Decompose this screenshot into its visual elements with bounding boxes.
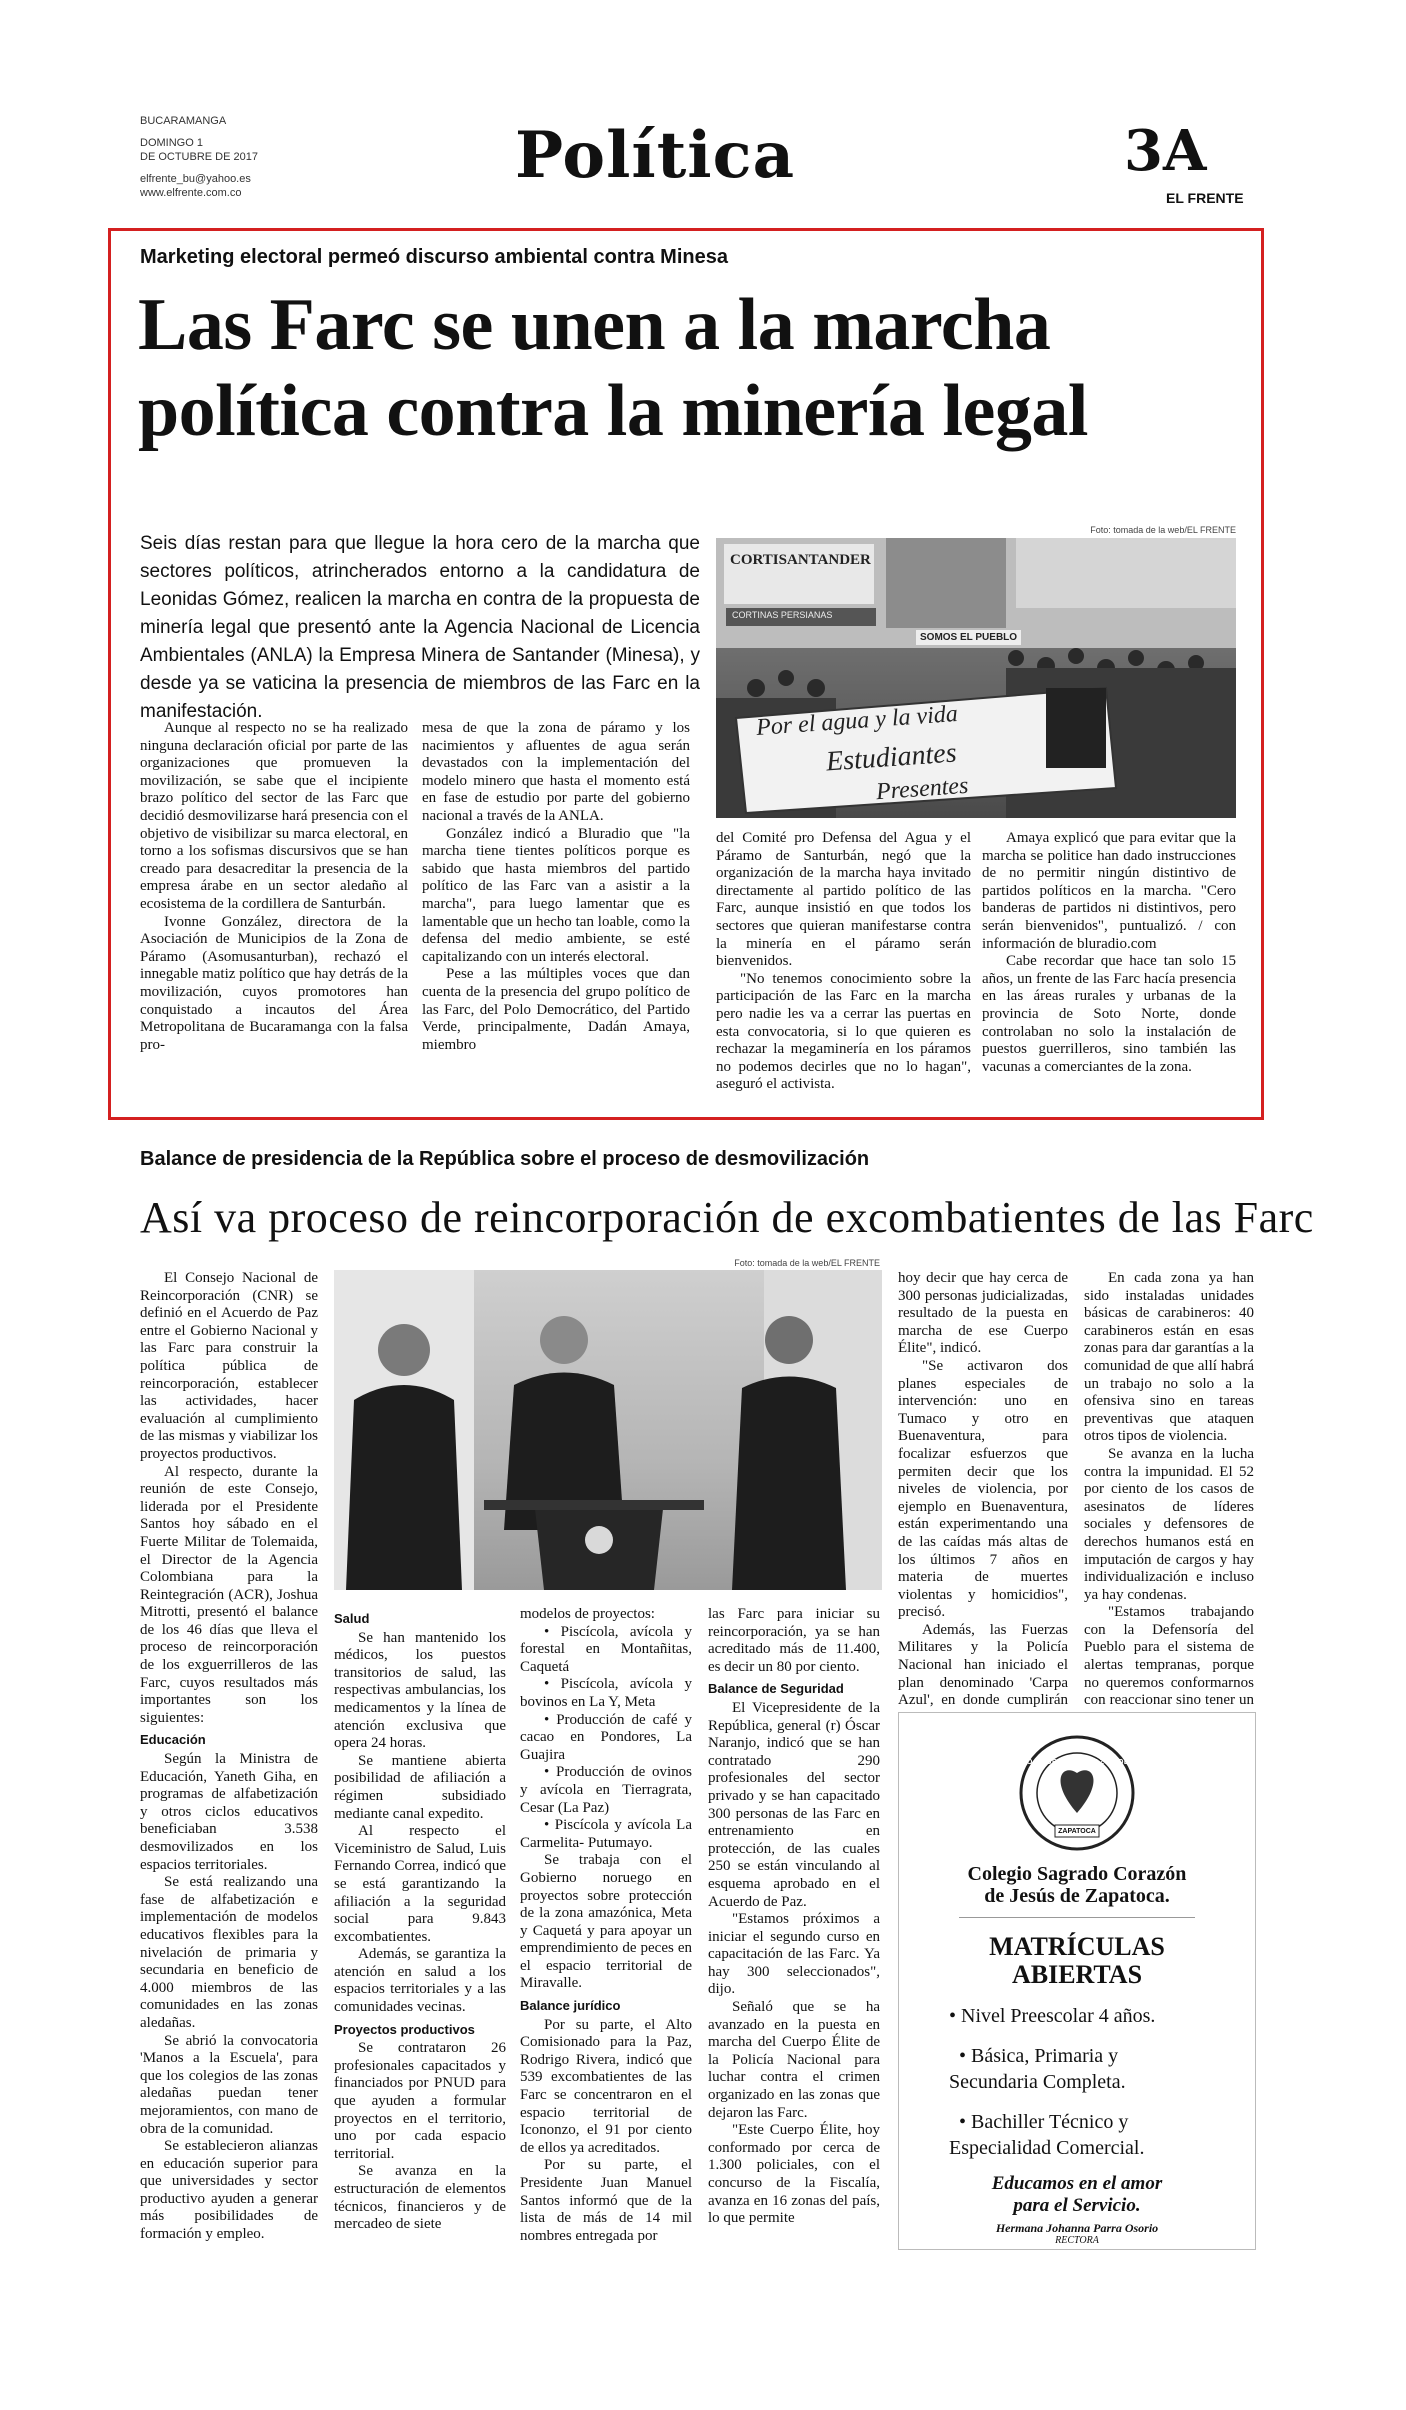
list-item-bachiller-cont: Especialidad Comercial.: [949, 2137, 1145, 2159]
paragraph: Ivonne González, directora de la Asociación de Municipios de la Zona de Páramo (Asomusanturban), rechazó el innegable matiz político que hay detrás de la movilización, cuyos promotores han conquistado a incautos del Área Metropolitana de Bucaramanga con la falsa pro-: [140, 913, 408, 1053]
paragraph: Al respecto, durante la reunión de este Consejo, liderada por el Presidente Santos hoy sábado en el Fuerte Militar de Tolemaida, el Director de la Agencia Colombiana para la Reintegración (ACR), Joshua Mitrotti, presentó el balance de los 46 días que lleva el proceso de reincorporación de los exguerrilleros de las Farc, cuyos resultados más importantes son los siguientes:: [140, 1463, 318, 1726]
date-line-1: DOMINGO 1: [140, 137, 203, 149]
paragraph: Por su parte, el Presidente Juan Manuel Santos informó que de la lista de más de 14 mil nombres entregada por: [520, 2157, 692, 2244]
paragraph: Al respecto el Viceministro de Salud, Luis Fernando Correa, indicó que se está garantizando la afiliación a la seguridad social para 9.843 excombatientes.: [334, 1823, 506, 1945]
paragraph: Se establecieron alianzas en educación superior para que universidades y sector productivo ayuden a generar más posibilidades de formación y empleo.: [140, 2138, 318, 2243]
paragraph: mesa de que la zona de páramo y los nacimientos y afluentes de agua serán devastados con la implementación del modelo minero que hasta el momento está en fase de estudio por parte del gobierno nacional a través de la ANLA.: [422, 720, 690, 824]
motto-line-1: Educamos en el amor: [991, 2173, 1163, 2194]
paragraph: Cabe recordar que hace tan solo 15 años, un frente de las Farc hacía presencia en las áreas rurales y urbanas de la provincia de Soto Norte, donde controlaban no solo la instalación de puestos guerrilleros, sino también las vacunas a comerciantes de la zona.: [982, 953, 1236, 1075]
photo-banner-line-1: Por el agua y la vida: [755, 700, 959, 742]
paragraph: Por su parte, el Alto Comisionado para la Paz, Rodrigo Rivera, indicó que 539 excombatientes de las Farc se concentraron en el espacio territorial de Icononzo, el 91 por ciento de ellos ya acreditados.: [520, 2016, 692, 2156]
paragraph: Amaya explicó que para evitar que la marcha se politice han dado instrucciones de no permitir ningún distintivo de partidos políticos en la marcha. "Cero banderas de partidos ni distintivos, pero serán bienvenidos", puntualizó. / con información de bluradio.com: [982, 830, 1236, 952]
story-2-photo-credit: Foto: tomada de la web/EL FRENTE: [734, 1258, 880, 1268]
photo-banner-line-3: Presentes: [875, 772, 970, 806]
story-2-column-2: [334, 1606, 506, 2234]
paragraph: En cada zona ya han sido instaladas unidades básicas de carabineros: 40 carabineros están en esas zonas para dar garantías a la comunidad de que allí habrá un trabajo no solo a la ofensiva sino en tareas preventivas que ataquen otros tipos de violencia.: [1084, 1270, 1254, 1445]
paragraph: "Se activaron dos planes especiales de intervención: uno en Tumaco y otro en Buenaventura, para focalizar esfuerzos que permiten decir que los niveles de violencia, por ejemplo en Buenaventura, están experimentando una de las caídas más altas de los últimos 7 años en materia de muertes violentas y homicidios", precisó.: [898, 1357, 1068, 1621]
paragraph: Se mantiene abierta posibilidad de afiliación a régimen subsidiado mediante canal expedito.: [334, 1752, 506, 1822]
story-2-column-6: [1084, 1270, 1254, 1763]
paragraph: Además, las Fuerzas Militares y la Policía Nacional han iniciado el plan denominado 'Carpa Azul', en donde cumplirán: [898, 1621, 1068, 1709]
list-item: • Piscícola, avícola y bovinos en La Y, Meta: [520, 1676, 692, 1710]
story-2-column-1: [140, 1270, 318, 2244]
paragraph: Señaló que se ha avanzado en la puesta en marcha del Cuerpo Élite de la Policía Nacional para luchar contra el crimen organizado en las zonas que dejaron las Farc.: [708, 1999, 880, 2121]
motto-line-2: para el Servicio.: [1013, 2195, 1141, 2216]
paragraph: Se han mantenido los médicos, los puestos transitorios de salud, las respectivas ambulancias, los medicamentos y la línea de atención exclusiva que opera 24 horas.: [334, 1629, 506, 1752]
school-advertisement: [898, 1712, 1256, 2250]
city: BUCARAMANGA: [140, 115, 227, 127]
paragraph: "Estamos próximos a iniciar el segundo curso en capacitación de las Farc. Ya hay 300 seleccionados", dijo.: [708, 1911, 880, 1998]
section-heading-seguridad: Balance de Seguridad: [708, 1681, 844, 1697]
paper-name: EL FRENTE: [1166, 190, 1244, 206]
story-1-photo-credit: Foto: tomada de la web/EL FRENTE: [1090, 525, 1236, 535]
story-2-kicker: Balance de presidencia de la República sobre el proceso de desmovilización: [140, 1148, 870, 1170]
section-heading-educacion: Educación: [140, 1732, 206, 1748]
website: www.elfrente.com.co: [140, 187, 242, 199]
list-item: • Piscícola y avícola La Carmelita- Putumayo.: [520, 1817, 692, 1851]
paragraph: González indicó a Bluradio que "la marcha tiene tientes políticos porque es sabido que hasta miembros del partido político de las Farc van a asistir a la marcha", para luego lamentar que es lamentable que un hecho tan loable, como la defensa del medio ambiente, se esté capitalizando con un interés electoral.: [422, 825, 690, 965]
paragraph: "Este Cuerpo Élite, hoy conformado por cerca de 1.300 policiales, con el concurso de la Fiscalía, avanza en 16 zonas del país, lo que permite: [708, 2122, 880, 2227]
section-heading-salud: Salud: [334, 1611, 370, 1626]
enrollment-list: [949, 2003, 1239, 2161]
school-name: [899, 1863, 1255, 1907]
story-1-headline: [138, 282, 1238, 454]
story-2-column-3: [520, 1606, 692, 2245]
list-item-bachiller: • Bachiller Técnico y: [959, 2111, 1129, 2133]
masthead-info: [140, 114, 340, 200]
paragraph: del Comité pro Defensa del Agua y el Páramo de Santurbán, negó que la organización de la marcha haya invitado directamente al partido político de las Farc, aunque insistió en que todos los sectores que quieran manifestarse contra la minería en el páramo serán bienvenidos.: [716, 830, 971, 970]
story-1-photo: [716, 538, 1236, 818]
paragraph: Se avanza en la estructuración de elementos técnicos, financieros y de mercadeo de siete: [334, 2163, 506, 2233]
story-2-column-4: [708, 1606, 880, 2228]
paragraph: Se trabaja con el Gobierno noruego en proyectos sobre protección de la zona amazónica, Meta y Caquetá y para apoyar un emprendimiento de peces en el espacio territorial de Miravalle.: [520, 1852, 692, 1992]
paragraph: Además, se garantiza la atención en salud a los espacios territoriales y a las comunidades vecinas.: [334, 1946, 506, 2016]
story-1-lead: Seis días restan para que llegue la hora cero de la marcha que sectores políticos, atrincherados entorno a la candidatura de Leonidas Gómez, realicen la marcha en contra de la propuesta de minería legal que presentó ante la Agencia Nacional de Licencia Ambientales (ANLA) la Empresa Minera de Santander (Minesa), y desde ya se vaticina la presencia de miembros de las Farc en la manifestación.: [140, 533, 700, 722]
paragraph: El Consejo Nacional de Reincorporación (CNR) se definió en el Acuerdo de Paz entre el Gobierno Nacional y las Farc para construir la política pública de reincorporación, establecer las actividades, hacer evaluación al cumplimiento de las mismas y viabilizar los proyectos productivos.: [140, 1270, 318, 1462]
paragraph: El Vicepresidente de la República, general (r) Óscar Naranjo, indicó que se han contratado 290 profesionales del sector privado y se han capacitado 300 personas de las Farc en entrenamiento en protección, de las cuales 250 se están vinculando al esquema aprobado en el Acuerdo de Paz.: [708, 1699, 880, 1910]
paragraph: "No tenemos conocimiento sobre la participación de las Farc en la marcha pero nadie les va a cerrar las puertas en esta convocatoria, si lo que quieren es rechazar la megaminería en los páramos no podemos decirles que no lo hagan", aseguró el activista.: [716, 970, 971, 1093]
enrollment-title-line-2: ABIERTAS: [1011, 1960, 1143, 1989]
story-1-column-1: [140, 720, 408, 1054]
paragraph: Se avanza en la lucha contra la impunidad. El 52 por ciento de los casos de asesinatos de líderes sociales y defensores de derechos humanos está en imputación de cargos y hay individualización e incluso ya hay condenas.: [1084, 1445, 1254, 1603]
school-motto: [899, 2173, 1255, 2217]
seal-bottom-text: ZAPATOCA: [1058, 1828, 1096, 1835]
list-item: • Producción de café y cacao en Pondores, La Guajira: [520, 1711, 692, 1763]
press-photo-art: [334, 1270, 882, 1590]
march-photo-art: [716, 538, 1236, 818]
photo-sign-building: CORTISANTANDER: [730, 552, 871, 568]
school-seal-icon: [1017, 1733, 1137, 1853]
paragraph: Se está realizando una fase de alfabetización e implementación de modelos educativos flexibles para la nivelación de primaria y secundaria en beneficio de 4.000 miembros de las comunidades en las zonas aledañas.: [140, 1874, 318, 2031]
rector-role: RECTORA: [1055, 2235, 1099, 2246]
enrollment-title-line-1: MATRÍCULAS: [989, 1932, 1165, 1961]
paragraph: Pese a las múltiples voces que dan cuenta de la presencia del grupo político de las Farc, del Polo Democrático, del Partido Verde, principalmente, Dadán Amaya, miembro: [422, 966, 690, 1053]
school-name-line-2: de Jesús de Zapatoca.: [984, 1885, 1170, 1907]
enrollment-title: [899, 1933, 1255, 1989]
school-name-line-1: Colegio Sagrado Corazón: [967, 1863, 1187, 1885]
email: elfrente_bu@yahoo.es: [140, 173, 251, 185]
story-2-column-5: [898, 1270, 1068, 1780]
paragraph: las Farc para iniciar su reincorporación, ya se han acreditado más de 11.400, es decir un 80 por ciento.: [708, 1606, 880, 1675]
paragraph: "Estamos trabajando con la Defensoría del Pueblo para el sistema de alertas tempranas, porque no queremos conformarnos con reaccionar sino tener un: [1084, 1604, 1254, 1709]
paragraph: Según la Ministra de Educación, Yaneth Giha, en programas de alfabetización y otros ciclos educativos beneficiaban 3.538 desmovilizados en los espacios territoriales.: [140, 1751, 318, 1873]
section-heading-balance-juridico: Balance jurídico: [520, 1998, 621, 2014]
list-item: • Producción de ovinos y avícola en Tierragrata, Cesar (La Paz): [520, 1764, 692, 1816]
paragraph: Se abrió la convocatoria 'Manos a la Escuela', para que los colegios de las zonas aledañas puedan tener mejoramientos, con mano de obra de la comunidad.: [140, 2032, 318, 2137]
page-number: 3A: [1124, 118, 1207, 184]
photo-banner-line-2: Estudiantes: [825, 737, 958, 778]
story-1-kicker: Marketing electoral permeó discurso ambiental contra Minesa: [140, 246, 728, 268]
list-item-preescolar: • Nivel Preescolar 4 años.: [949, 2005, 1156, 2027]
divider: [959, 1917, 1195, 1918]
paragraph: Aunque al respecto no se ha realizado ninguna declaración oficial por parte de las organizaciones que promueven la movilización, se sabe que el incipiente brazo político del sector de las Farc que decidió desmovilizarse hará presencia con el objetivo de visibilizar su marca electoral, en torno a los sofismas discursivos que se han creado para desacreditar la presencia de la empresa árabe en un sector aledaño al ecosistema de la cordillera de Santurbán.: [140, 720, 408, 912]
rector-name: Hermana Johanna Parra Osorio: [995, 2221, 1159, 2235]
seal-text: COLEGIO SAGRADO CORAZÓN DE JESÚS: [997, 1759, 1157, 1766]
story-1-headline-line-2: política contra la minería legal: [138, 370, 1088, 452]
story-2-photo: [334, 1270, 882, 1590]
photo-banner-small: SOMOS EL PUEBLO: [916, 630, 1021, 645]
story-1-column-2: [422, 720, 690, 1054]
list-item-basica-cont: Secundaria Completa.: [949, 2071, 1126, 2093]
photo-sign-shop: CORTINAS PERSIANAS: [732, 610, 833, 620]
story-1-headline-line-1: Las Farc se unen a la marcha: [138, 284, 1051, 366]
section-title: Política: [515, 118, 796, 193]
date-line-2: DE OCTUBRE DE 2017: [140, 151, 258, 163]
story-1-column-4: [982, 830, 1236, 1076]
paragraph: modelos de proyectos:: [520, 1606, 655, 1622]
paragraph: hoy decir que hay cerca de 300 personas judicializadas, resultado de la puesta en marcha de ese Cuerpo Élite", indicó.: [898, 1270, 1068, 1357]
story-1-column-3: [716, 830, 971, 1094]
story-2-headline: Así va proceso de reincorporación de excombatientes de las Farc: [140, 1193, 1314, 1242]
list-item: • Piscícola, avícola y forestal en Montañitas, Caquetá: [520, 1623, 692, 1675]
section-heading-proyectos: Proyectos productivos: [334, 2021, 475, 2037]
paragraph: Se contrataron 26 profesionales capacitados y financiados por PNUD para que ayuden a formular proyectos en el territorio, uno por cada espacio territorial.: [334, 2040, 506, 2162]
list-item-basica: • Básica, Primaria y: [959, 2045, 1119, 2067]
